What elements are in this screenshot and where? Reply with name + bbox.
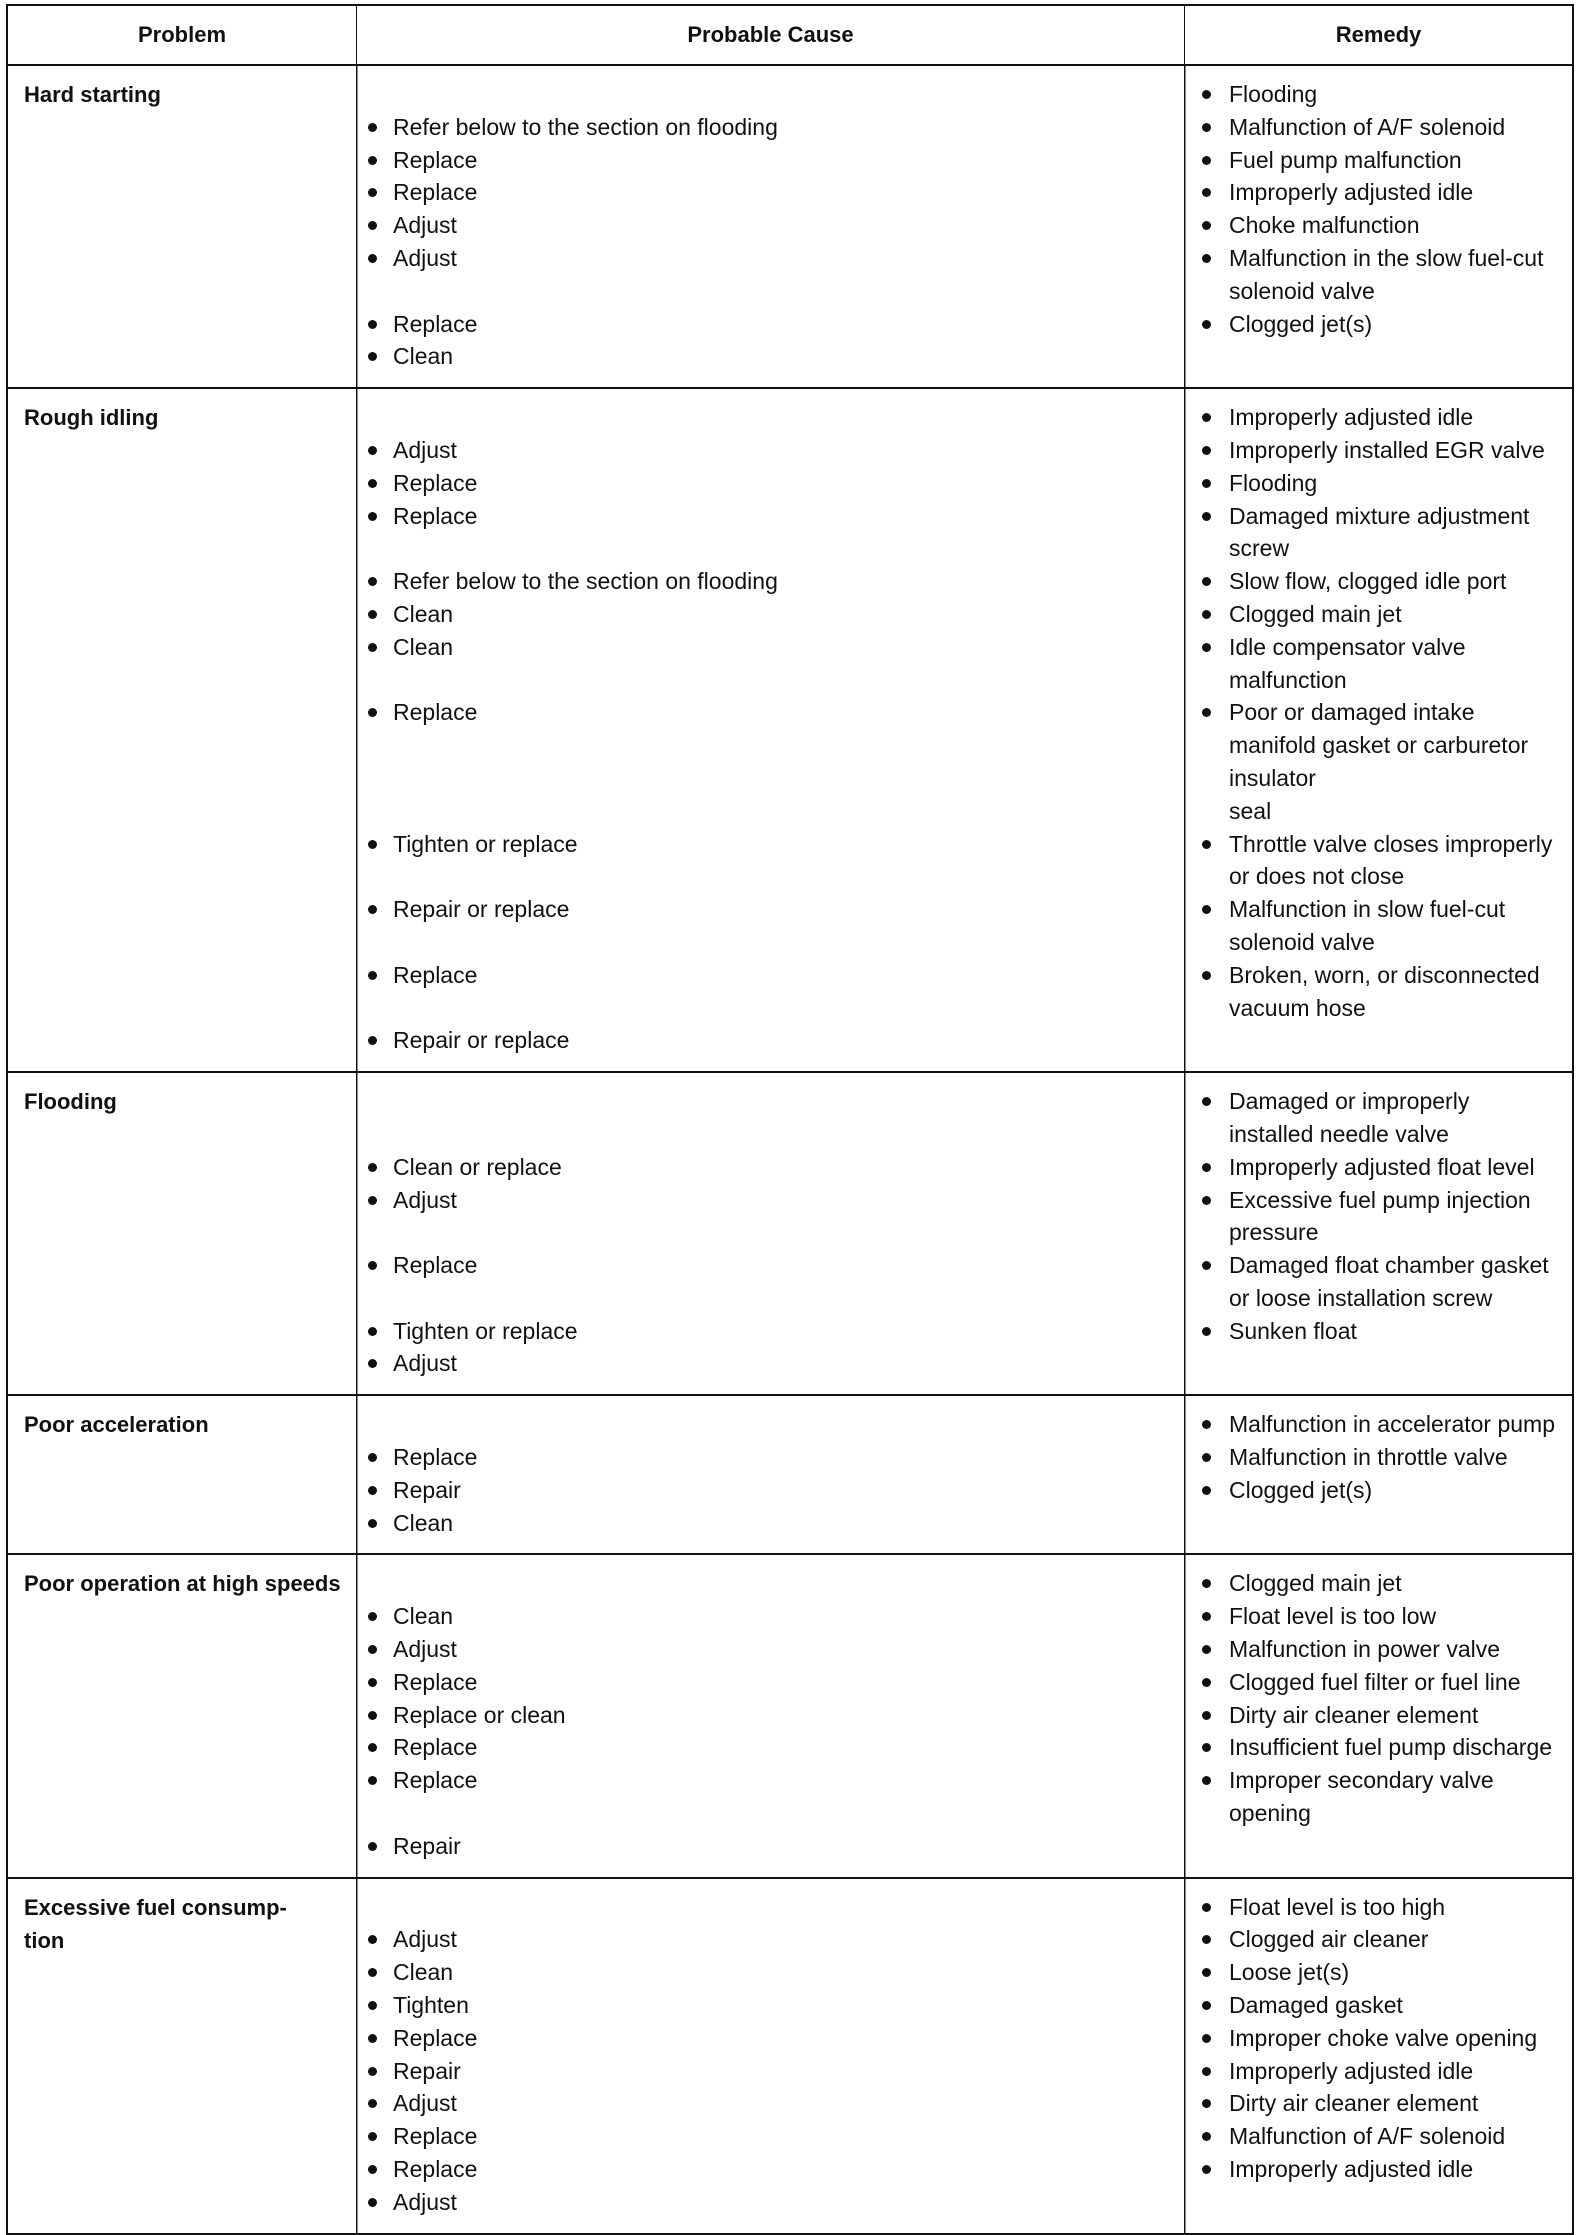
cause-text: Improperly adjusted idle: [1229, 179, 1474, 206]
remedy-text: Clean: [393, 1959, 454, 1986]
remedy-item: [356, 1830, 1184, 1863]
remedy-text: Replace: [393, 961, 478, 988]
cause-item: [1184, 2087, 1572, 2120]
cause-text: Idle compensator valve malfunction: [1229, 633, 1466, 693]
bullet-icon: [1202, 1453, 1211, 1462]
bullet-icon: [1202, 708, 1211, 717]
table-row: [8, 1879, 1572, 2233]
bullet-icon: [368, 1612, 377, 1621]
remedy-text: Tighten or replace: [393, 830, 578, 857]
bullet-icon: [368, 123, 377, 132]
bullet-icon: [1202, 2034, 1211, 2043]
bullet-icon: [1202, 1579, 1211, 1588]
cause-remedy-list: [356, 1073, 1572, 1394]
remedy-item: [356, 565, 1184, 598]
bullet-icon: [1202, 1261, 1211, 1270]
bullet-icon: [1202, 2001, 1211, 2010]
bullet-icon: [368, 840, 377, 849]
remedy-text: Replace: [393, 2024, 478, 2051]
table-row: [8, 1396, 1572, 1555]
bullet-icon: [368, 2132, 377, 2141]
cause-text: Poor or damaged intake manifold gasket or carburetor insulator seal: [1229, 699, 1529, 824]
bullet-icon: [1202, 1776, 1211, 1785]
remedy-item: [356, 696, 1184, 827]
cause-item: [1184, 467, 1572, 500]
remedy-text: Refer below to the section on flooding: [393, 113, 778, 140]
remedy-text: Repair or replace: [393, 896, 570, 923]
bullet-icon: [1202, 971, 1211, 980]
bullet-icon: [1202, 2132, 1211, 2141]
cause-text: Improper choke valve opening: [1229, 2024, 1538, 2051]
bullet-icon: [368, 1486, 377, 1495]
remedy-text: Clean: [393, 1509, 454, 1536]
cause-text: Improperly adjusted float level: [1229, 1153, 1535, 1180]
cause-text: Clogged jet(s): [1229, 1476, 1373, 1503]
cause-text: Malfunction in slow fuel-cut solenoid valve: [1229, 896, 1506, 955]
cause-item: [1184, 828, 1572, 894]
bullet-icon: [368, 1968, 377, 1977]
remedy-text: Clean: [393, 633, 454, 660]
cause-text: Malfunction of A/F solenoid: [1229, 113, 1506, 140]
remedy-item: [356, 1699, 1184, 1732]
problem-cell: Flooding: [24, 1089, 117, 1115]
cause-item: [1184, 1633, 1572, 1666]
bullet-icon: [368, 2165, 377, 2174]
remedy-item: [356, 242, 1184, 308]
remedy-text: Replace: [393, 1444, 478, 1471]
bullet-icon: [368, 446, 377, 455]
cause-item: [1184, 1315, 1572, 1348]
remedy-item: [356, 176, 1184, 209]
bullet-icon: [1202, 2099, 1211, 2108]
cause-text: Clogged jet(s): [1229, 310, 1373, 337]
cause-item: [1184, 144, 1572, 177]
remedy-text: Repair: [393, 2057, 461, 2084]
bullet-icon: [1202, 2067, 1211, 2076]
bullet-icon: [368, 188, 377, 197]
cause-item: [1184, 565, 1572, 598]
remedy-text: Adjust: [393, 1350, 457, 1377]
cause-item: [1184, 78, 1572, 111]
remedy-item: [356, 598, 1184, 631]
cause-item: [1184, 1085, 1572, 1151]
remedy-item: [356, 2087, 1184, 2120]
remedy-text: Replace: [393, 146, 478, 173]
bullet-icon: [368, 905, 377, 914]
cause-item: [1184, 1249, 1572, 1315]
bullet-icon: [368, 1711, 377, 1720]
remedy-text: Adjust: [393, 212, 457, 239]
cause-item: [1184, 631, 1572, 697]
remedy-item: [356, 1474, 1184, 1507]
bullet-icon: [368, 352, 377, 361]
bullet-icon: [1202, 1163, 1211, 1172]
cause-item: [1184, 2120, 1572, 2153]
cause-item: [1184, 176, 1572, 209]
remedy-text: Adjust: [393, 1186, 457, 1213]
table-header: [8, 6, 1572, 66]
cause-text: Loose jet(s): [1229, 1959, 1350, 1986]
cause-item: [1184, 1891, 1572, 1924]
cause-item: [1184, 1764, 1572, 1830]
cause-item: [1184, 1474, 1572, 1507]
cause-item: [1184, 2022, 1572, 2055]
remedy-item: [356, 1956, 1184, 1989]
remedy-text: Replace: [393, 469, 478, 496]
remedy-item: [356, 434, 1184, 467]
cause-item: [1184, 401, 1572, 434]
cause-item: [1184, 1600, 1572, 1633]
cause-text: Damaged float chamber gasket or loose installation screw: [1229, 1252, 1549, 1311]
remedy-text: Tighten: [393, 1992, 469, 2019]
bullet-icon: [1202, 1097, 1211, 1106]
cause-text: Clogged main jet: [1229, 600, 1402, 627]
cause-text: Improperly adjusted idle: [1229, 2057, 1474, 2084]
cause-item: [1184, 242, 1572, 308]
bullet-icon: [368, 512, 377, 521]
remedy-text: Repair: [393, 1476, 461, 1503]
bullet-icon: [1202, 577, 1211, 586]
bullet-icon: [368, 2034, 377, 2043]
cause-text: Flooding: [1229, 81, 1318, 107]
bullet-icon: [368, 1935, 377, 1944]
bullet-icon: [368, 1359, 377, 1368]
cause-item: [1184, 1408, 1572, 1441]
bullet-icon: [368, 1743, 377, 1752]
cause-text: Clogged fuel filter or fuel line: [1229, 1668, 1521, 1695]
cause-item: [1184, 696, 1572, 827]
bullet-icon: [1202, 1743, 1211, 1752]
remedy-item: [356, 1441, 1184, 1474]
bullet-icon: [1202, 254, 1211, 263]
bullet-icon: [1202, 1903, 1211, 1912]
remedy-text: Clean: [393, 1603, 454, 1630]
bullet-icon: [368, 1453, 377, 1462]
cause-text: Improperly adjusted idle: [1229, 2156, 1474, 2183]
bullet-icon: [1202, 1612, 1211, 1621]
remedy-text: Clean: [393, 343, 454, 370]
cause-item: [1184, 111, 1572, 144]
cause-text: Clogged air cleaner: [1229, 1926, 1429, 1953]
cause-item: [1184, 1151, 1572, 1184]
problem-cell: Hard starting: [24, 82, 161, 107]
bullet-icon: [368, 1163, 377, 1172]
cause-item: [1184, 1956, 1572, 1989]
remedy-text: Tighten or replace: [393, 1317, 578, 1344]
remedy-item: [356, 2153, 1184, 2186]
remedy-item: [356, 1315, 1184, 1348]
bullet-icon: [368, 610, 377, 619]
bullet-icon: [1202, 320, 1211, 329]
remedy-text: Adjust: [393, 1926, 457, 1953]
bullet-icon: [1202, 905, 1211, 914]
header-remedy: Remedy: [1184, 6, 1572, 64]
remedy-item: [356, 1666, 1184, 1699]
cause-text: Broken, worn, or disconnected vacuum hose: [1229, 961, 1540, 1021]
remedy-text: Replace: [393, 1734, 478, 1761]
remedy-text: Replace: [393, 310, 478, 337]
table-row: [8, 389, 1572, 1073]
remedy-item: [356, 2055, 1184, 2088]
bullet-icon: [1202, 90, 1211, 99]
remedy-text: Repair: [393, 1832, 461, 1859]
cause-text: Malfunction of A/F solenoid: [1229, 2123, 1506, 2150]
bullet-icon: [1202, 1486, 1211, 1495]
bullet-icon: [368, 2198, 377, 2207]
cause-text: Damaged or improperly installed needle valve: [1229, 1088, 1470, 1147]
cause-item: [1184, 893, 1572, 959]
troubleshooting-table: [6, 4, 1574, 2235]
bullet-icon: [368, 708, 377, 717]
bullet-icon: [1202, 221, 1211, 230]
remedy-text: Clean or replace: [393, 1153, 562, 1180]
cause-item: [1184, 1441, 1572, 1474]
bullet-icon: [368, 254, 377, 263]
remedy-item: [356, 467, 1184, 500]
remedy-item: [356, 2022, 1184, 2055]
bullet-icon: [368, 1519, 377, 1528]
cause-item: [1184, 209, 1572, 242]
bullet-icon: [1202, 1645, 1211, 1654]
bullet-icon: [368, 971, 377, 980]
bullet-icon: [368, 1842, 377, 1851]
remedy-text: Adjust: [393, 1636, 457, 1663]
bullet-icon: [1202, 479, 1211, 488]
bullet-icon: [368, 2099, 377, 2108]
remedy-item: [356, 1764, 1184, 1830]
cause-item: [1184, 308, 1572, 341]
cause-item: [1184, 1731, 1572, 1764]
bullet-icon: [1202, 840, 1211, 849]
remedy-text: Adjust: [393, 244, 457, 271]
table-row: [8, 1555, 1572, 1878]
remedy-text: Clean: [393, 600, 454, 627]
cause-text: Clogged main jet: [1229, 1570, 1402, 1597]
bullet-icon: [1202, 188, 1211, 197]
remedy-text: Replace: [393, 699, 478, 726]
remedy-item: [356, 1507, 1184, 1540]
cause-text: Flooding: [1229, 469, 1318, 496]
remedy-item: [356, 1249, 1184, 1315]
cause-text: Excessive fuel pump injection pressure: [1229, 1186, 1531, 1246]
cause-text: Improperly adjusted idle: [1229, 404, 1474, 431]
cause-item: [1184, 2153, 1572, 2186]
remedy-item: [356, 1989, 1184, 2022]
bullet-icon: [1202, 1196, 1211, 1205]
bullet-icon: [368, 1327, 377, 1336]
remedy-text: Adjust: [393, 2090, 457, 2117]
remedy-item: [356, 2186, 1184, 2219]
bullet-icon: [368, 156, 377, 165]
bullet-icon: [368, 577, 377, 586]
cause-text: Malfunction in throttle valve: [1229, 1444, 1508, 1471]
bullet-icon: [1202, 1968, 1211, 1977]
cause-text: Float level is too high: [1229, 1893, 1446, 1920]
bullet-icon: [368, 320, 377, 329]
cause-text: Slow flow, clogged idle port: [1229, 568, 1507, 595]
bullet-icon: [368, 479, 377, 488]
cause-item: [1184, 434, 1572, 467]
cause-text: Float level is too low: [1229, 1603, 1437, 1630]
bullet-icon: [368, 221, 377, 230]
remedy-item: [356, 1731, 1184, 1764]
bullet-icon: [1202, 1935, 1211, 1944]
cause-item: [1184, 598, 1572, 631]
remedy-item: [356, 144, 1184, 177]
remedy-item: [356, 1024, 1184, 1057]
remedy-text: Replace: [393, 2123, 478, 2150]
bullet-icon: [1202, 413, 1211, 422]
cause-remedy-list: [356, 1879, 1572, 2233]
remedy-item: [356, 340, 1184, 373]
bullet-icon: [368, 1776, 377, 1785]
remedy-item: [356, 111, 1184, 144]
bullet-icon: [1202, 1420, 1211, 1429]
remedy-item: [356, 631, 1184, 697]
bullet-icon: [1202, 643, 1211, 652]
bullet-icon: [1202, 1678, 1211, 1687]
bullet-icon: [368, 1678, 377, 1687]
remedy-text: Replace: [393, 1767, 478, 1794]
remedy-text: Adjust: [393, 2188, 457, 2215]
cause-item: [1184, 1699, 1572, 1732]
cause-text: Malfunction in accelerator pump: [1229, 1411, 1555, 1438]
bullet-icon: [368, 643, 377, 652]
bullet-icon: [368, 2001, 377, 2010]
table-row: [8, 66, 1572, 389]
cause-item: [1184, 959, 1572, 1025]
remedy-item: [356, 1600, 1184, 1633]
remedy-text: Replace: [393, 1668, 478, 1695]
cause-item: [1184, 2055, 1572, 2088]
bullet-icon: [368, 1036, 377, 1045]
cause-text: Dirty air cleaner element: [1229, 2090, 1479, 2117]
cause-text: Improperly installed EGR valve: [1229, 436, 1545, 463]
cause-text: Insufficient fuel pump discharge: [1229, 1734, 1553, 1761]
remedy-item: [356, 893, 1184, 959]
cause-item: [1184, 500, 1572, 566]
bullet-icon: [1202, 123, 1211, 132]
cause-item: [1184, 1184, 1572, 1250]
bullet-icon: [1202, 1711, 1211, 1720]
bullet-icon: [1202, 512, 1211, 521]
cause-text: Malfunction in the slow fuel-cut solenoid valve: [1229, 244, 1544, 304]
problem-cell: Excessive fuel consump- tion: [24, 1894, 287, 1953]
remedy-text: Replace: [393, 1252, 478, 1279]
cause-text: Improper secondary valve opening: [1229, 1767, 1494, 1827]
cause-item: [1184, 1567, 1572, 1600]
remedy-text: Adjust: [393, 436, 457, 463]
remedy-item: [356, 1184, 1184, 1250]
remedy-text: Refer below to the section on flooding: [393, 568, 778, 595]
remedy-text: Replace: [393, 2156, 478, 2183]
table-row: [8, 1073, 1572, 1396]
problem-cell: Poor operation at high speeds: [24, 1571, 341, 1597]
cause-item: [1184, 1989, 1572, 2022]
cause-remedy-list: [356, 66, 1572, 387]
bullet-icon: [368, 1645, 377, 1654]
remedy-item: [356, 1347, 1184, 1380]
table-body: [8, 66, 1572, 2233]
cause-text: Sunken float: [1229, 1317, 1357, 1344]
remedy-item: [356, 2120, 1184, 2153]
remedy-text: Repair or replace: [393, 1027, 570, 1054]
remedy-item: [356, 959, 1184, 1025]
remedy-item: [356, 1633, 1184, 1666]
cause-item: [1184, 1666, 1572, 1699]
bullet-icon: [368, 1261, 377, 1270]
bullet-icon: [368, 2067, 377, 2076]
remedy-item: [356, 1923, 1184, 1956]
problem-cell: Poor acceleration: [24, 1412, 209, 1438]
cause-text: Fuel pump malfunction: [1229, 146, 1462, 173]
cause-text: Damaged gasket: [1229, 1992, 1403, 2019]
header-problem: Problem: [137, 22, 227, 47]
cause-remedy-list: [356, 389, 1572, 1071]
remedy-item: [356, 1151, 1184, 1184]
bullet-icon: [1202, 610, 1211, 619]
cause-text: Dirty air cleaner element: [1229, 1701, 1479, 1728]
remedy-item: [356, 500, 1184, 566]
cause-remedy-list: [356, 1396, 1572, 1553]
header-probable-cause: Probable Cause: [356, 6, 1184, 64]
remedy-text: Replace: [393, 502, 478, 529]
remedy-item: [356, 308, 1184, 341]
remedy-item: [356, 828, 1184, 894]
cause-text: Throttle valve closes improperly or does not close: [1229, 830, 1553, 890]
cause-text: Damaged mixture adjustment screw: [1229, 502, 1530, 562]
cause-text: Choke malfunction: [1229, 212, 1420, 239]
bullet-icon: [1202, 446, 1211, 455]
bullet-icon: [1202, 2165, 1211, 2174]
remedy-item: [356, 209, 1184, 242]
bullet-icon: [368, 1196, 377, 1205]
remedy-text: Replace or clean: [393, 1701, 566, 1728]
cause-text: Malfunction in power valve: [1229, 1636, 1501, 1663]
bullet-icon: [1202, 1327, 1211, 1336]
cause-item: [1184, 1923, 1572, 1956]
problem-cell: Rough idling: [24, 405, 159, 431]
cause-remedy-list: [356, 1555, 1572, 1876]
bullet-icon: [1202, 156, 1211, 165]
remedy-text: Replace: [393, 179, 478, 206]
